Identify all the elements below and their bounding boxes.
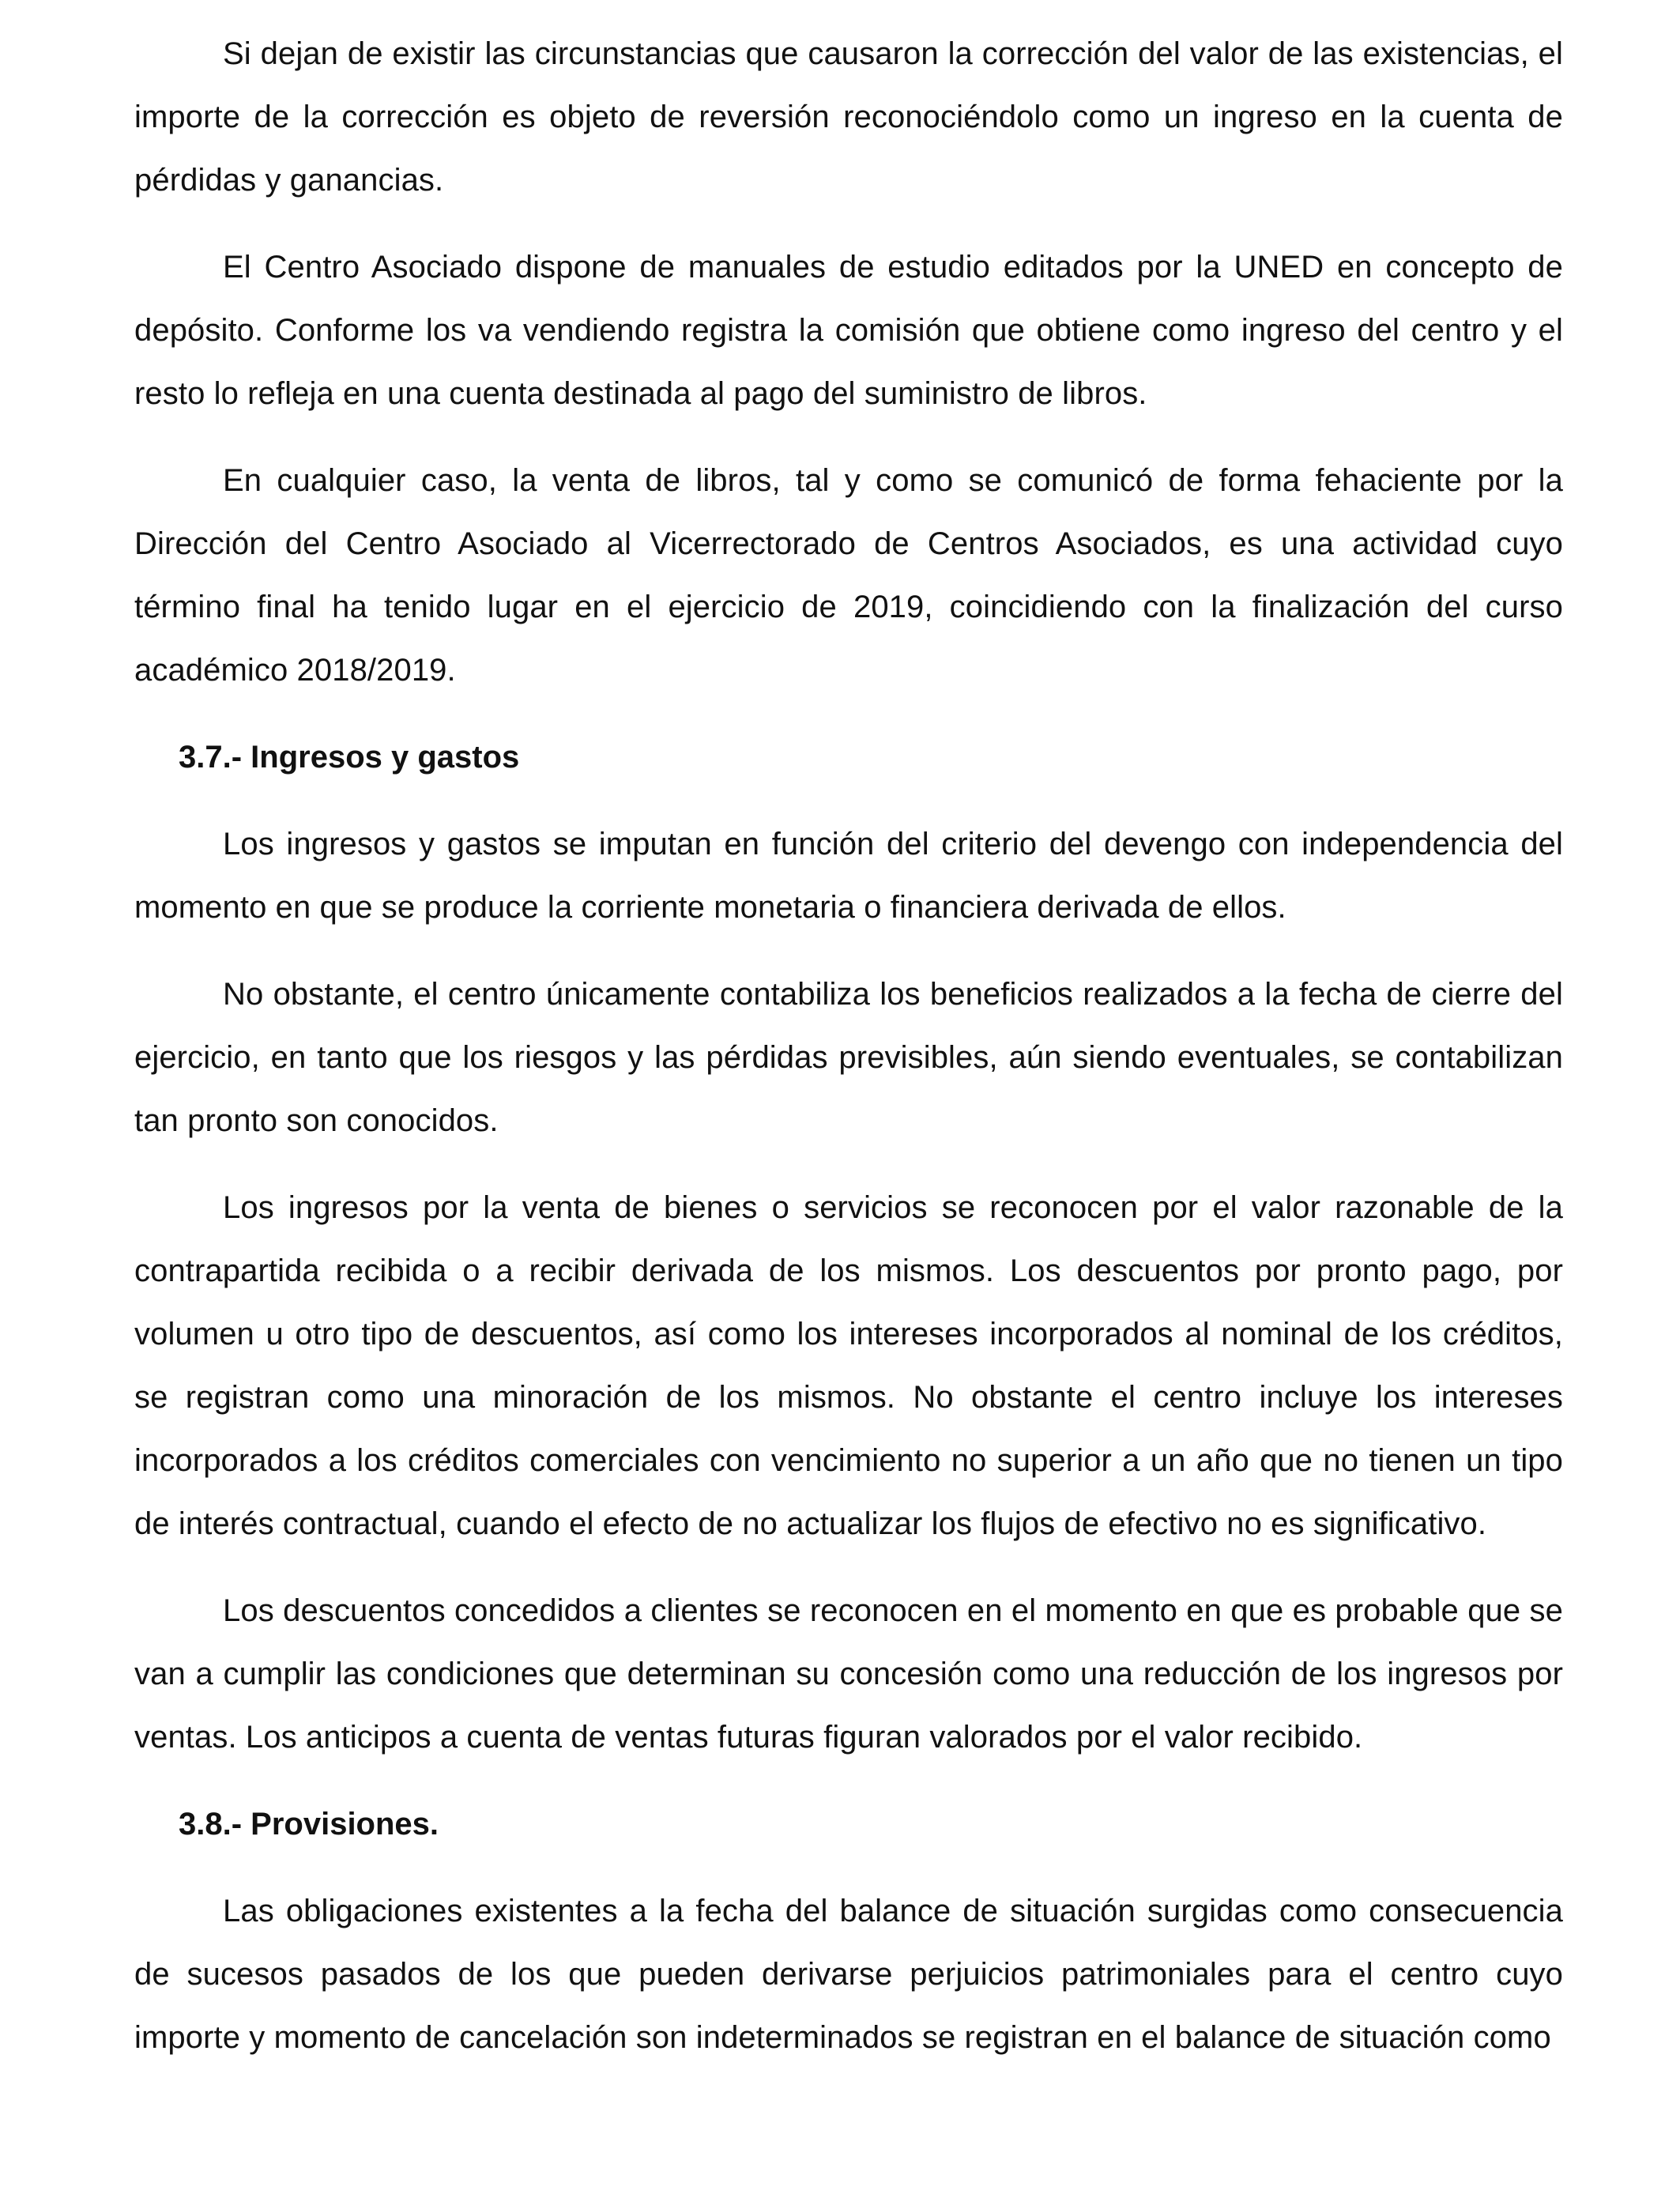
document-body (134, 22, 1563, 2093)
paragraph-obligaciones: Las obligaciones existentes a la fecha del balance de situación surgidas como consecuencia de sucesos pasados de los que pueden derivarse perjuicios patrimoniales para el centro cuyo importe y momento de cancelación son indeterminados se registran en el balance de situación como (134, 1894, 1563, 2055)
paragraph-descuentos-clientes: Los descuentos concedidos a clientes se reconocen en el momento en que es probable que se van a cumplir las condiciones que determinan su concesión como una reducción de los ingresos por ventas. Los anticipos a cuenta de ventas futuras figuran valorados por el valor recibido. (134, 1593, 1563, 1755)
paragraph-manuales-deposito: El Centro Asociado dispone de manuales de estudio editados por la UNED en concepto de depósito. Conforme los va vendiendo registra la comisión que obtiene como ingreso del centro y el resto lo refleja en una cuenta destinada al pago del suministro de libros. (134, 250, 1563, 411)
paragraph-venta-libros: En cualquier caso, la venta de libros, tal y como se comunicó de forma fehaciente por la Dirección del Centro Asociado al Vicerrectorado de Centros Asociados, es una actividad cuyo término final ha tenido lugar en el ejercicio de 2019, coincidiendo con la finalización del curso académico 2018/2019. (134, 463, 1563, 688)
paragraph-ingresos-venta: Los ingresos por la venta de bienes o servicios se reconocen por el valor razonable de la contrapartida recibida o a recibir derivada de los mismos. Los descuentos por pronto pago, por volumen u otro tipo de descuentos, así como los intereses incorporados al nominal de los créditos, se registran como una minoración de los mismos. No obstante el centro incluye los intereses incorporados a los créditos comerciales con vencimiento no superior a un año que no tienen un tipo de interés contractual, cuando el efecto de no actualizar los flujos de efectivo no es significativo. (134, 1190, 1563, 1541)
section-heading-ingresos-gastos: 3.7.- Ingresos y gastos (179, 740, 520, 775)
section-heading-provisiones: 3.8.- Provisiones. (179, 1807, 439, 1842)
paragraph-existencias-reversion: Si dejan de existir las circunstancias que causaron la corrección del valor de las existencias, el importe de la corrección es objeto de reversión reconociéndolo como un ingreso en la cuenta de pérdidas y ganancias. (134, 36, 1563, 198)
paragraph-devengo: Los ingresos y gastos se imputan en función del criterio del devengo con independencia del momento en que se produce la corriente monetaria o financiera derivada de ellos. (134, 827, 1563, 925)
paragraph-beneficios-riesgos: No obstante, el centro únicamente contabiliza los beneficios realizados a la fecha de cierre del ejercicio, en tanto que los riesgos y las pérdidas previsibles, aún siendo eventuales, se contabilizan tan pronto son conocidos. (134, 977, 1563, 1138)
